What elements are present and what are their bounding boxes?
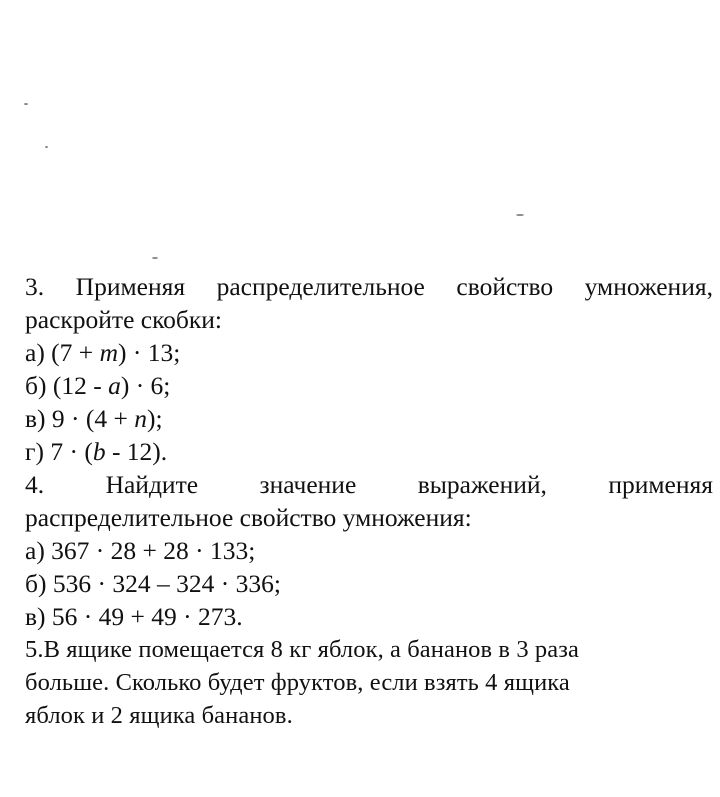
variable-a: a	[108, 371, 121, 400]
task5-line1: 5.В ящике помещается 8 кг яблок, а бананов в 3 раза	[25, 636, 579, 663]
scan-speck	[45, 146, 48, 148]
task3-heading-line1	[25, 270, 713, 303]
task3-heading-line2: раскройте скобки:	[25, 305, 223, 334]
task4-item-c: в) 56 · 49 + 49 · 273.	[25, 602, 243, 631]
task5-line3: яблок и 2 ящика бананов.	[25, 702, 293, 729]
task3-item-d: г) 7 · (b - 12).	[25, 437, 168, 466]
worksheet-text	[25, 270, 713, 732]
task3-word: свойство	[456, 272, 554, 301]
task4-heading-line2: распределительное свойство умножения:	[25, 503, 472, 532]
task4-word: значение	[259, 470, 357, 499]
variable-n: n	[134, 404, 148, 433]
task4-word: выражений,	[417, 470, 547, 499]
task4-word: Найдите	[105, 470, 199, 499]
task3-word: распределительное	[216, 272, 425, 301]
task3-word: умножения,	[584, 272, 713, 301]
scan-speck	[152, 257, 158, 259]
task3-number: 3.	[25, 272, 45, 301]
task3-item-b: б) (12 - a) · 6;	[25, 371, 171, 400]
task3-item-a: а) (7 + m) · 13;	[25, 338, 181, 367]
task4-item-a: а) 367 · 28 + 28 · 133;	[25, 536, 256, 565]
task4-number: 4.	[25, 470, 45, 499]
variable-m: m	[99, 338, 118, 367]
variable-b: b	[92, 437, 106, 466]
task3-word: Применяя	[75, 272, 186, 301]
task4-word: применяя	[608, 470, 713, 499]
scan-speck	[24, 103, 28, 105]
task5-line2: больше. Сколько будет фруктов, если взять 4 ящика	[25, 669, 570, 696]
task4-heading-line1	[25, 468, 713, 501]
task4-item-b: б) 536 · 324 – 324 · 336;	[25, 569, 281, 598]
scan-speck	[516, 214, 524, 216]
task3-item-c: в) 9 · (4 + n);	[25, 404, 163, 433]
